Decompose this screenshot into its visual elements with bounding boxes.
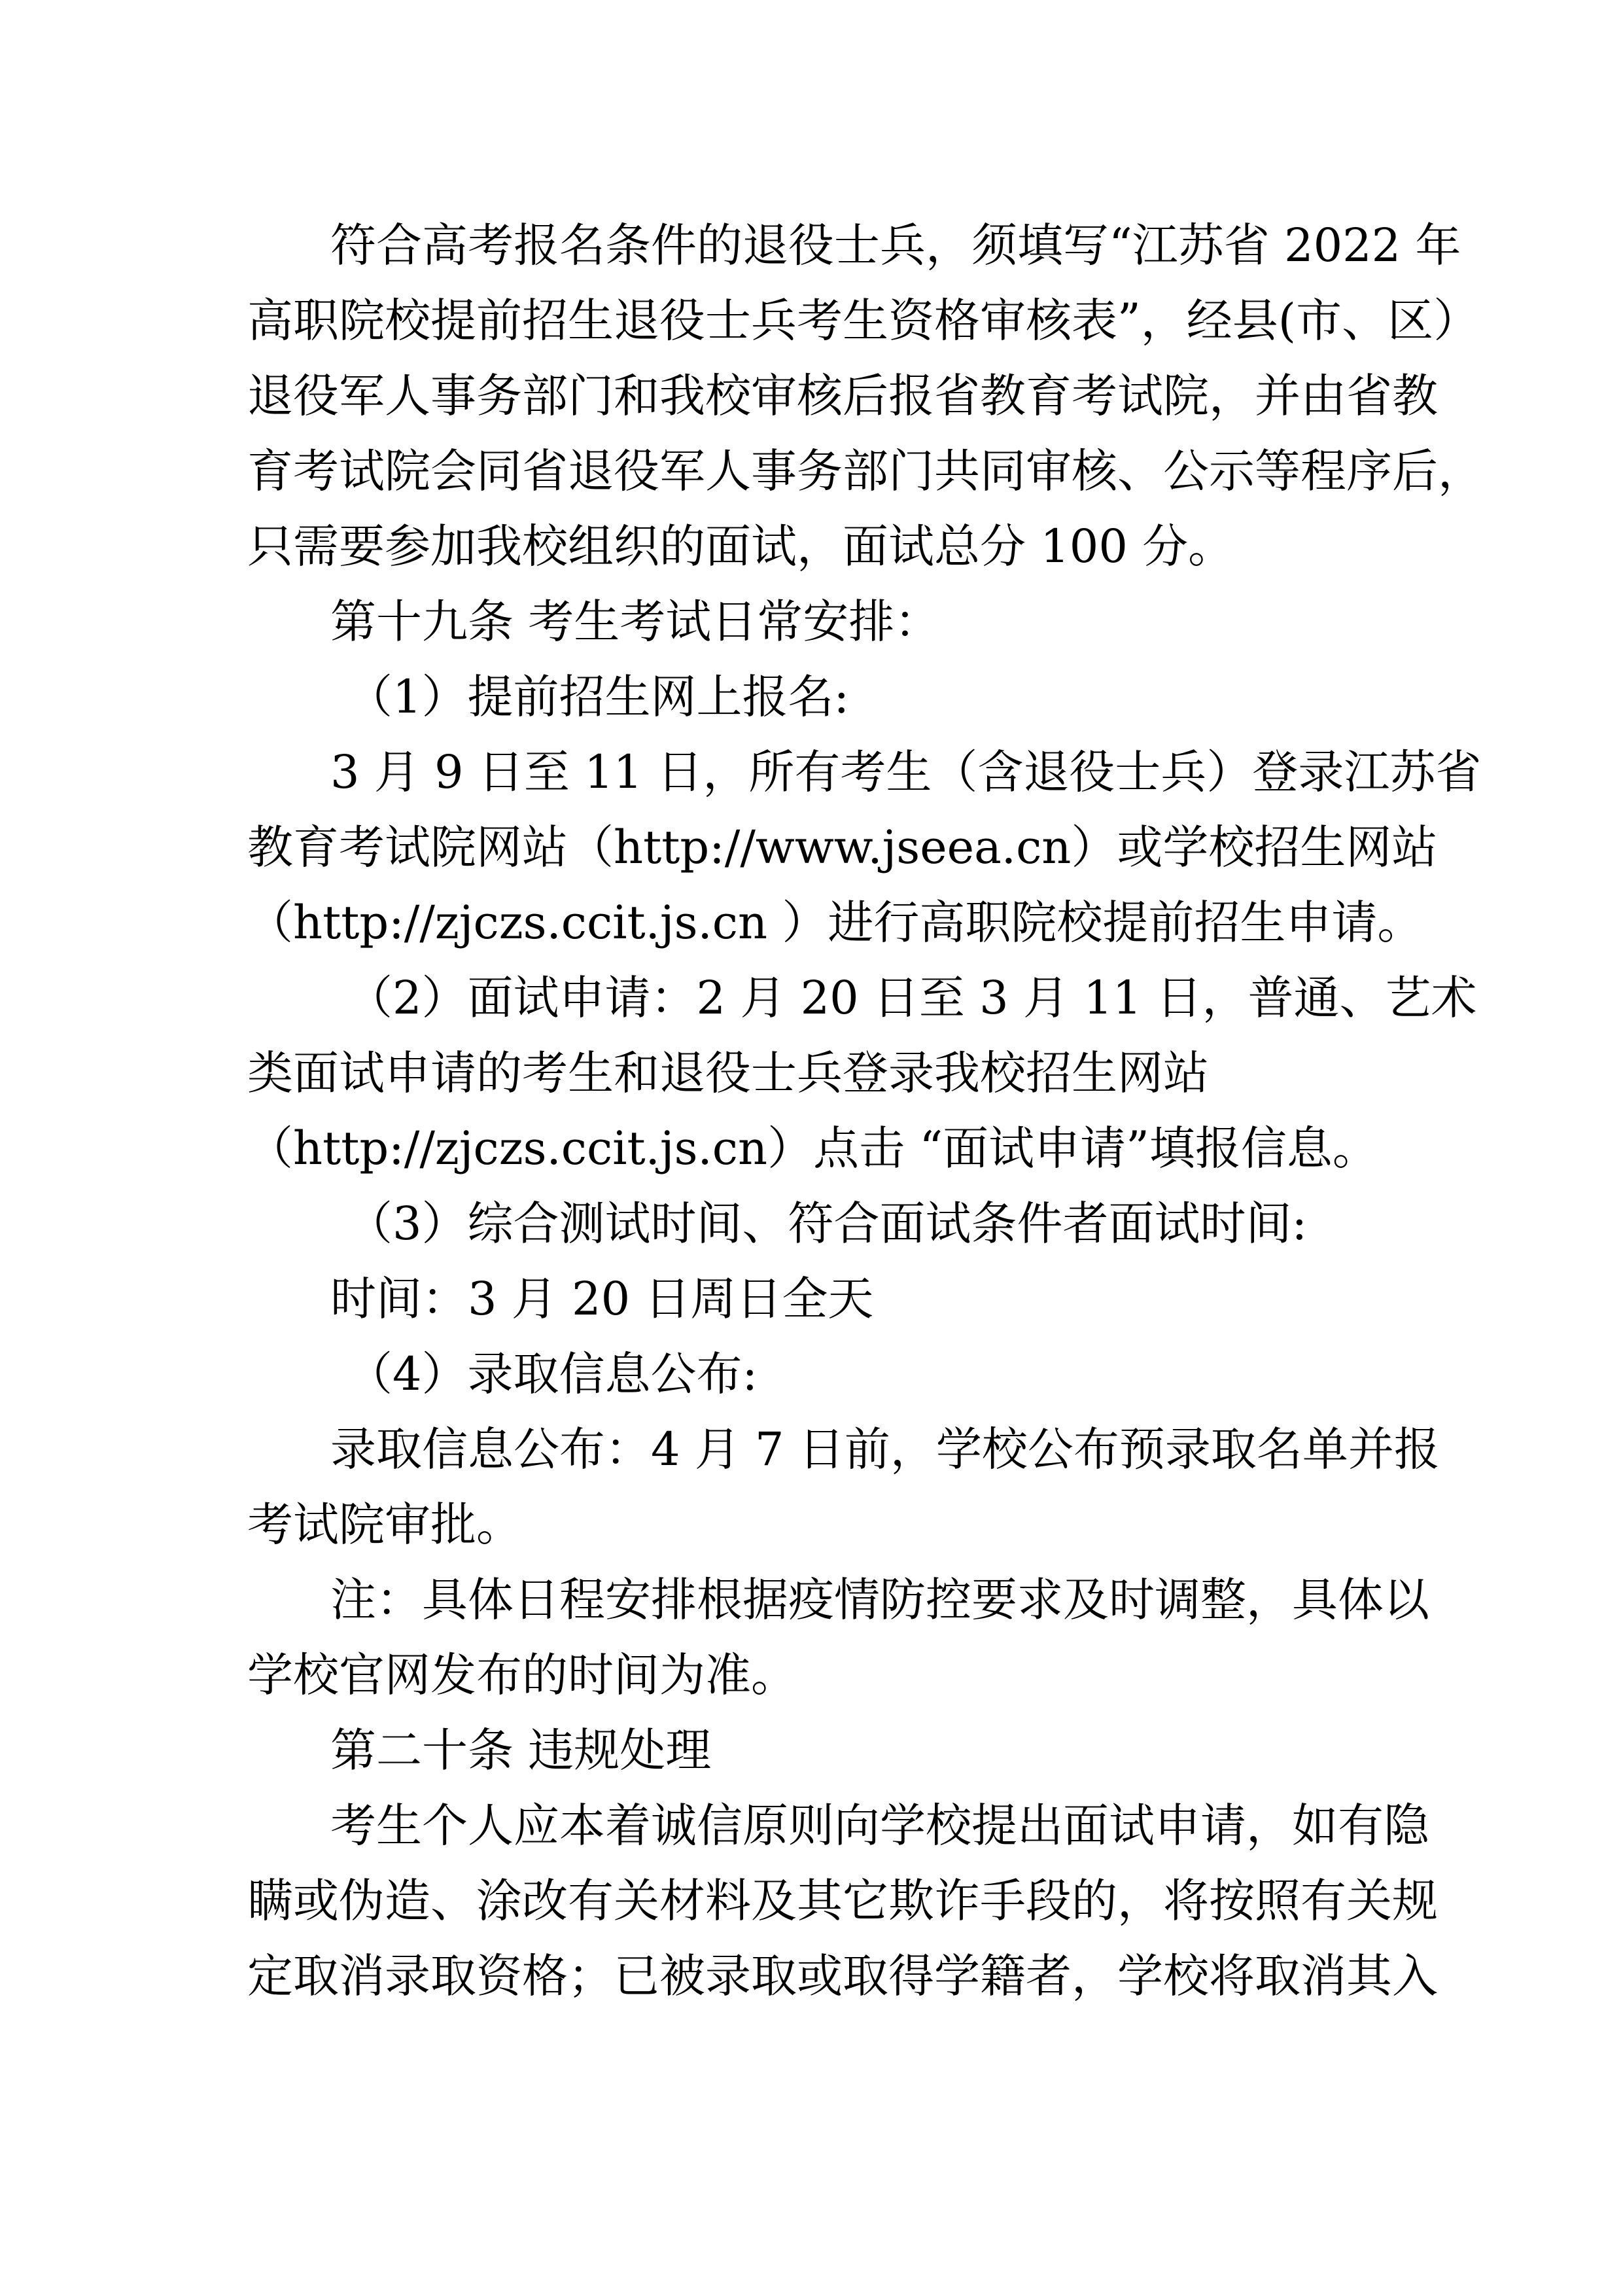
- text-line: 考试院审批。: [247, 1498, 522, 1551]
- text-line: 教育考试院网站（http://www.jseea.cn）或学校招生网站: [247, 821, 1438, 874]
- text-line: 定取消录取资格；已被录取或取得学籍者，学校将取消其入: [247, 1949, 1438, 2003]
- list-item-heading: （2）面试申请：2 月 20 日至 3 月 11 日，普通、艺术: [347, 971, 1477, 1025]
- section-heading: 第二十条 违规处理: [330, 1723, 712, 1777]
- note-line: 学校官网发布的时间为准。: [247, 1648, 797, 1702]
- text-line: 时间：3 月 20 日周日全天: [330, 1272, 874, 1326]
- text-line: 育考试院会同省退役军人事务部门共同审核、公示等程序后，: [247, 444, 1484, 498]
- note-line: 注：具体日程安排根据疫情防控要求及时调整，具体以: [330, 1573, 1429, 1627]
- list-item-heading: （3）综合测试时间、符合面试条件者面试时间:: [347, 1197, 1308, 1250]
- text-line: 符合高考报名条件的退役士兵，须填写“江苏省 2022 年: [330, 219, 1461, 272]
- text-line: 退役军人事务部门和我校审核后报省教育考试院，并由省教: [247, 369, 1438, 423]
- text-line: 考生个人应本着诚信原则向学校提出面试申请，如有隐: [330, 1799, 1429, 1852]
- text-line: 瞒或伪造、涂改有关材料及其它欺诈手段的，将按照有关规: [247, 1874, 1438, 1928]
- list-item-heading: （1）提前招生网上报名:: [347, 670, 850, 724]
- text-line: （http://zjczs.ccit.js.cn）点击 “面试申请”填报信息。: [247, 1122, 1378, 1175]
- text-line: 类面试申请的考生和退役士兵登录我校招生网站: [247, 1046, 1209, 1100]
- list-item-heading: （4）录取信息公布:: [347, 1347, 758, 1401]
- text-line: 录取信息公布：4 月 7 日前，学校公布预录取名单并报: [330, 1422, 1440, 1476]
- text-line: 3 月 9 日至 11 日，所有考生（含退役士兵）登录江苏省: [330, 745, 1482, 799]
- text-line: （http://zjczs.ccit.js.cn ）进行高职院校提前招生申请。: [247, 896, 1423, 949]
- section-heading: 第十九条 考生考试日常安排：: [330, 595, 941, 648]
- text-line: 高职院校提前招生退役士兵考生资格审核表”，经县(市、区）: [247, 294, 1480, 347]
- text-line: 只需要参加我校组织的面试，面试总分 100 分。: [247, 520, 1234, 573]
